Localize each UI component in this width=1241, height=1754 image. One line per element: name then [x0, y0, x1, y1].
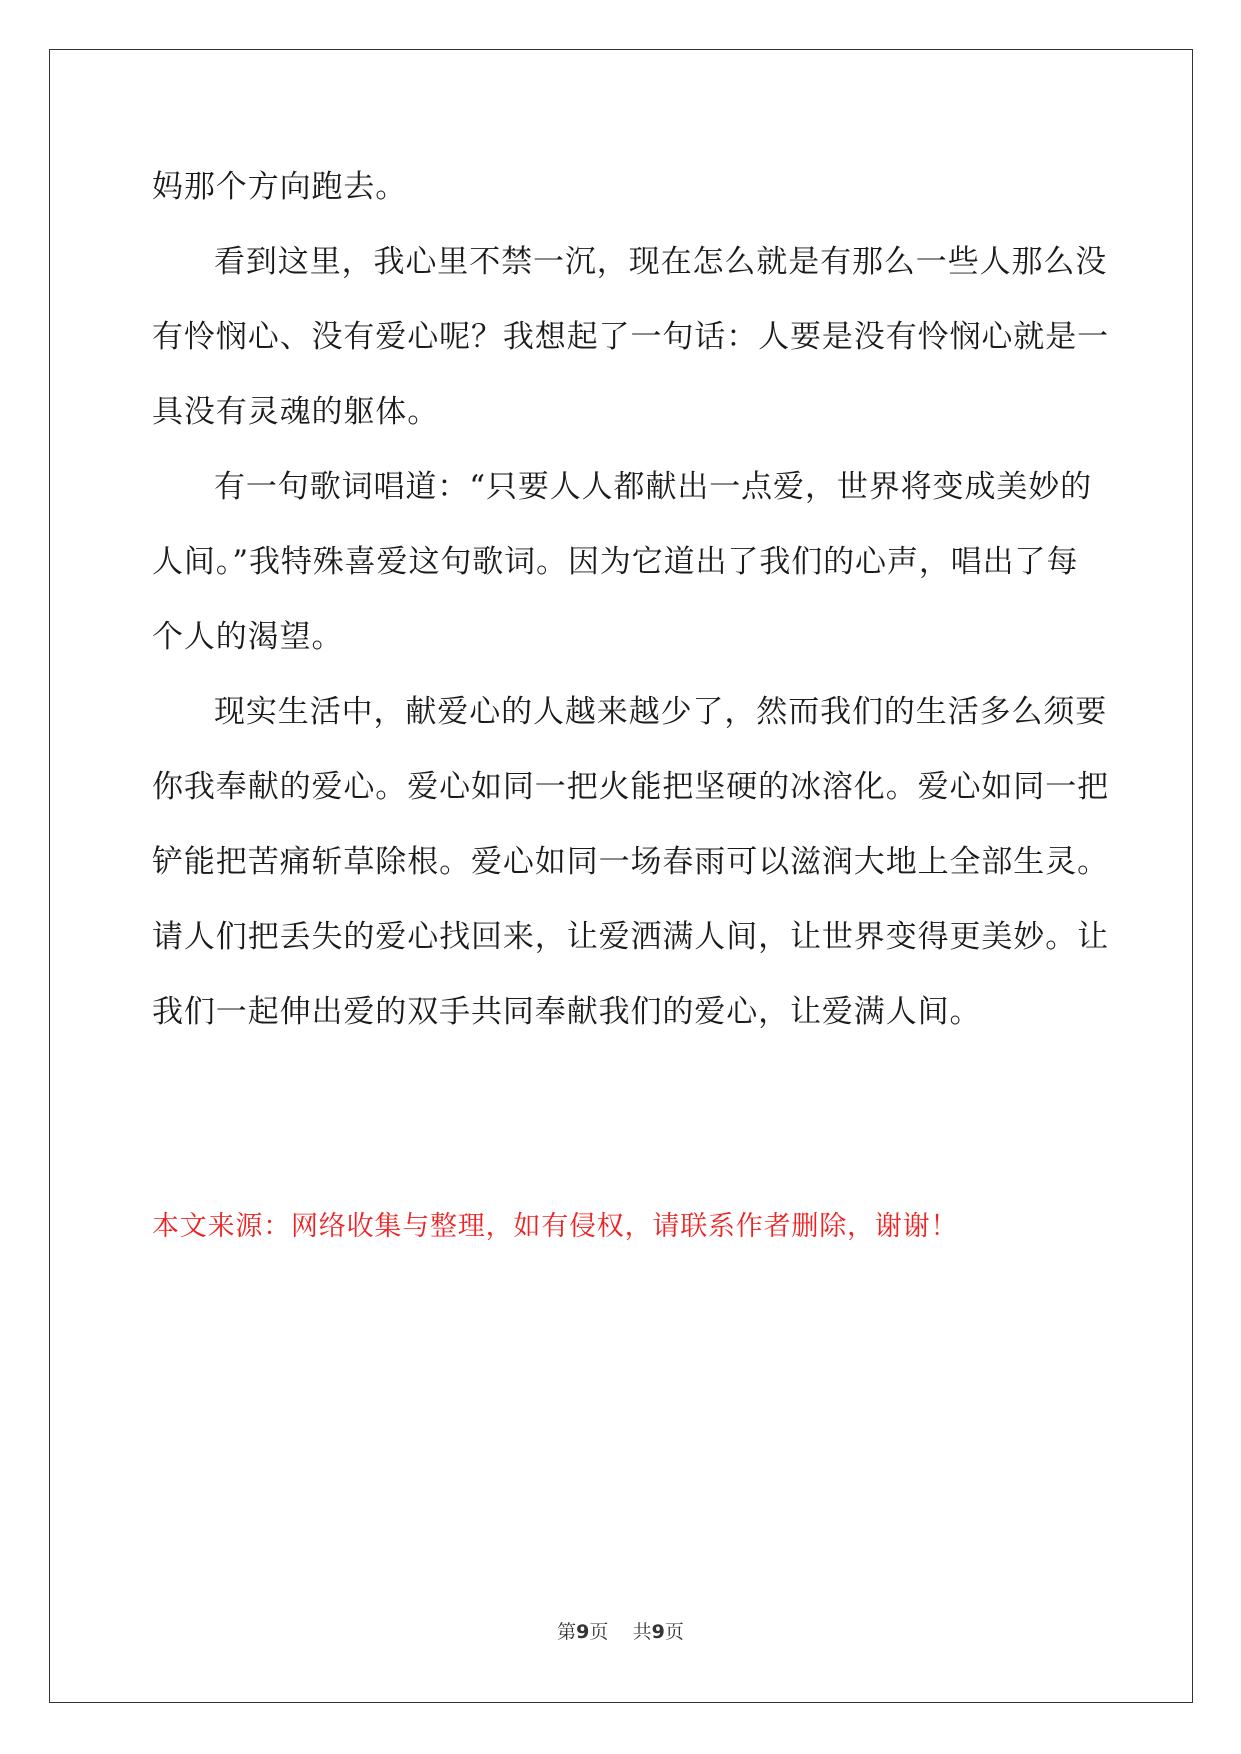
page-footer — [0, 1620, 1241, 1644]
text-line: 具没有灵魂的躯体。 — [152, 394, 440, 430]
page-number: 9 — [576, 1621, 590, 1643]
paragraph-1 — [152, 150, 1092, 225]
text-line: 铲能把苦痛斩草除根。爱心如同一场春雨可以滋润大地上全部生灵。 — [152, 844, 1109, 880]
paragraph-3-cont — [152, 525, 1092, 675]
total-pages: 9 — [651, 1621, 665, 1643]
paragraph-4-cont — [152, 750, 1109, 1050]
text-line: 人间。”我特殊喜爱这句歌词。因为它道出了我们的心声，唱出了每 — [152, 544, 1079, 580]
text-line: 看到这里，我心里不禁一沉，现在怎么就是有那么一些人那么没 — [214, 244, 1108, 280]
total-suffix: 页 — [664, 1621, 684, 1643]
text-line: 有怜悯心、没有爱心呢？我想起了一句话：人要是没有怜悯心就是一 — [152, 319, 1109, 355]
source-note: 本文来源：网络收集与整理，如有侵权，请联系作者删除，谢谢！ — [152, 1211, 959, 1242]
document-body — [152, 150, 1109, 1050]
paragraph-4 — [152, 675, 1108, 750]
paragraph-2-cont — [152, 300, 1109, 450]
text-line: 有一句歌词唱道：“只要人人都献出一点爱，世界将变成美妙的 — [214, 469, 1093, 505]
text-line: 你我奉献的爱心。爱心如同一把火能把坚硬的冰溶化。爱心如同一把 — [152, 769, 1109, 805]
page-prefix: 第 — [557, 1621, 577, 1643]
paragraph-3 — [152, 450, 1092, 525]
page-suffix: 页 — [589, 1621, 609, 1643]
total-prefix: 共 — [632, 1621, 652, 1643]
text-line: 我们一起伸出爱的双手共同奉献我们的爱心，让爱满人间。 — [152, 994, 982, 1030]
text-line: 妈那个方向跑去。 — [152, 169, 408, 205]
text-line: 个人的渴望。 — [152, 619, 344, 655]
text-line: 现实生活中，献爱心的人越来越少了，然而我们的生活多么须要 — [214, 694, 1108, 730]
paragraph-2 — [152, 225, 1108, 300]
text-line: 请人们把丢失的爱心找回来，让爱洒满人间，让世界变得更美妙。让 — [152, 919, 1109, 955]
